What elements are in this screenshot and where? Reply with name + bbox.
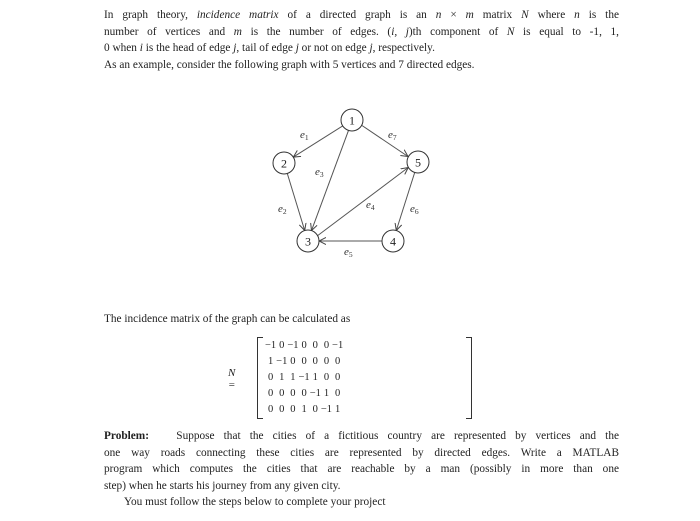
matrix-cell: 0 xyxy=(334,371,341,383)
svg-text:2: 2 xyxy=(281,156,287,171)
intro-line-3: 0 when i is the head of edge j, tail of edge j or not on edge j, respectively. xyxy=(104,42,435,55)
problem-label: Problem: xyxy=(104,430,149,442)
problem-line-1: Problem: Suppose that the cities of a fictitious country are represented by vertices and the xyxy=(104,430,619,442)
edge-e2 xyxy=(287,174,304,231)
node-4 xyxy=(382,230,404,252)
edge-label-e5: e5 xyxy=(344,246,353,259)
calc-text: The incidence matrix of the graph can be calculated as xyxy=(104,313,351,325)
matrix-row xyxy=(265,353,343,369)
right-bracket xyxy=(466,337,472,419)
graph-nodes xyxy=(273,109,429,252)
problem-line-3: program which computes the cities that are reachable by a man (possibly in more than one xyxy=(104,463,619,476)
directed-graph-figure xyxy=(260,100,450,265)
matrix-row xyxy=(265,369,343,385)
matrix-cell: 0 xyxy=(279,387,285,399)
matrix-cell: 0 xyxy=(301,355,307,367)
matrix-cell: 0 xyxy=(312,355,318,367)
problem-line-2: one way roads connecting these cities are represented by directed edges. Write a MATLAB xyxy=(104,446,619,459)
matrix-row xyxy=(265,385,343,401)
matrix-cell: 0 xyxy=(279,403,285,415)
intro-line-1: In graph theory, incidence matrix of a directed graph is an n × m matrix N where n is the xyxy=(104,9,619,21)
matrix-cell: −1 xyxy=(298,371,310,383)
edge-label-e7: e7 xyxy=(388,129,397,142)
matrix-cell: −1 xyxy=(265,339,277,351)
matrix-cell: 1 xyxy=(290,371,296,383)
problem-line-4: step) when he starts his journey from any given city. xyxy=(104,479,341,492)
matrix-cell: 0 xyxy=(267,403,274,415)
edge-e3 xyxy=(312,130,349,230)
matrix-row xyxy=(265,401,343,417)
problem-line-5: You must follow the steps below to complete your project xyxy=(124,496,386,509)
matrix-cell: −1 xyxy=(332,339,344,351)
matrix-cell: 0 xyxy=(323,371,330,383)
svg-text:4: 4 xyxy=(390,234,396,249)
left-bracket xyxy=(257,337,263,419)
matrix-cell: 0 xyxy=(301,387,307,399)
node-1 xyxy=(341,109,363,131)
matrix-cell: 1 xyxy=(267,355,274,367)
matrix-row xyxy=(265,337,343,353)
node-2 xyxy=(273,152,295,174)
matrix-cell: −1 xyxy=(320,403,333,415)
edge-label-e3: e3 xyxy=(315,166,324,179)
matrix-cell: 0 xyxy=(334,387,341,399)
matrix-cell: 0 xyxy=(279,339,285,351)
edge-label-e1: e1 xyxy=(300,129,309,142)
matrix-cell: 0 xyxy=(267,371,274,383)
matrix-cell: 0 xyxy=(301,339,307,351)
svg-text:5: 5 xyxy=(415,155,421,170)
matrix-cell: 0 xyxy=(334,355,341,367)
matrix-cell: 0 xyxy=(267,387,274,399)
matrix-cell: 1 xyxy=(279,371,285,383)
matrix-cell: 0 xyxy=(290,387,296,399)
graph-edges xyxy=(287,126,414,242)
edge-e6 xyxy=(396,173,414,231)
edge-e7 xyxy=(362,126,408,157)
matrix-cell: −1 xyxy=(309,387,321,399)
node-3 xyxy=(297,230,319,252)
calc-paragraph xyxy=(104,311,619,328)
matrix-cell: −1 xyxy=(276,355,288,367)
matrix-cell: 0 xyxy=(290,355,296,367)
intro-line-4: As an example, consider the following graph with 5 vertices and 7 directed edges. xyxy=(104,58,475,71)
edge-label-e2: e2 xyxy=(278,203,287,216)
matrix-lhs: N = xyxy=(228,367,236,391)
matrix-cell: 1 xyxy=(323,387,330,399)
matrix-cell: −1 xyxy=(287,339,299,351)
edge-label-e6: e6 xyxy=(410,203,419,216)
matrix-cell: 1 xyxy=(334,403,341,415)
intro-line-2: number of vertices and m is the number of edges. (i, j)th component of N is equal to -1, 1, xyxy=(104,25,619,38)
matrix-cell: 0 xyxy=(290,403,296,415)
svg-text:3: 3 xyxy=(305,234,311,249)
matrix-cell: 1 xyxy=(312,371,318,383)
intro-paragraph xyxy=(104,7,619,73)
node-5 xyxy=(407,151,429,173)
matrix-cell: 0 xyxy=(323,355,330,367)
svg-text:1: 1 xyxy=(349,113,355,128)
matrix-cell: 0 xyxy=(312,403,318,415)
matrix-cell: 0 xyxy=(312,339,318,351)
edge-label-e4: e4 xyxy=(366,199,375,212)
problem-paragraph xyxy=(104,428,619,511)
matrix-cell: 0 xyxy=(323,339,330,351)
matrix-grid xyxy=(265,337,343,417)
matrix-cell: 1 xyxy=(301,403,307,415)
